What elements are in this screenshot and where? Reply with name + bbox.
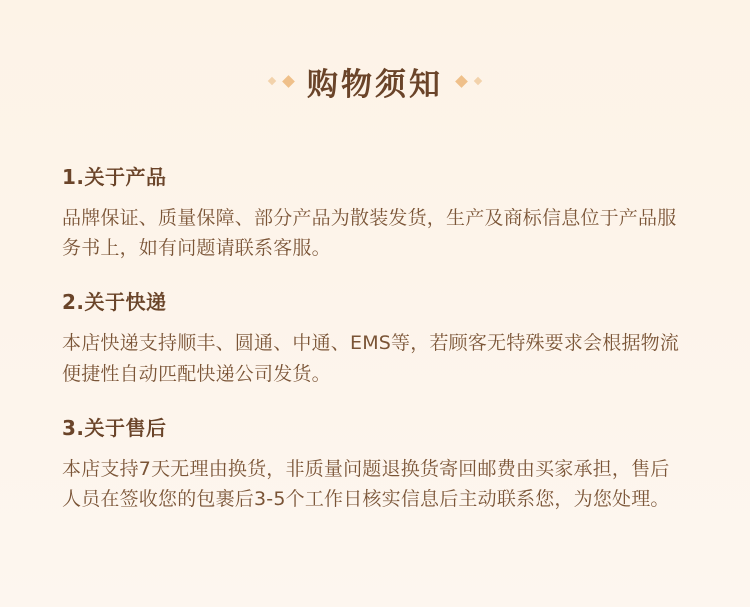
page-header bbox=[62, 0, 688, 135]
notice-section-aftersales bbox=[62, 412, 688, 516]
ornament-right bbox=[457, 77, 481, 86]
section-heading: 3.关于售后 bbox=[62, 415, 167, 440]
diamond-large-icon bbox=[282, 75, 295, 88]
notice-sections bbox=[62, 135, 688, 516]
section-heading: 2.关于快递 bbox=[62, 290, 167, 315]
notice-section-product bbox=[62, 161, 688, 265]
diamond-small-icon bbox=[474, 77, 482, 85]
section-body: 本店快递支持顺丰、圆通、中通、EMS等，若顾客无特殊要求会根据物流便捷性自动匹配快递公司发货。 bbox=[62, 332, 680, 385]
diamond-small-icon bbox=[268, 77, 276, 85]
notice-section-shipping bbox=[62, 286, 688, 390]
section-body: 本店支持7天无理由换货，非质量问题退换货寄回邮费由买家承担，售后人员在签收您的包裹后3-5个工作日核实信息后主动联系您，为您处理。 bbox=[62, 457, 670, 511]
section-heading: 1.关于产品 bbox=[62, 164, 167, 189]
section-body: 品牌保证、质量保障、部分产品为散装发货，生产及商标信息位于产品服务书上，如有问题请联系客服。 bbox=[62, 206, 677, 260]
diamond-large-icon bbox=[455, 75, 468, 88]
page-title: 购物须知 bbox=[307, 66, 443, 103]
ornament-left bbox=[269, 77, 293, 86]
